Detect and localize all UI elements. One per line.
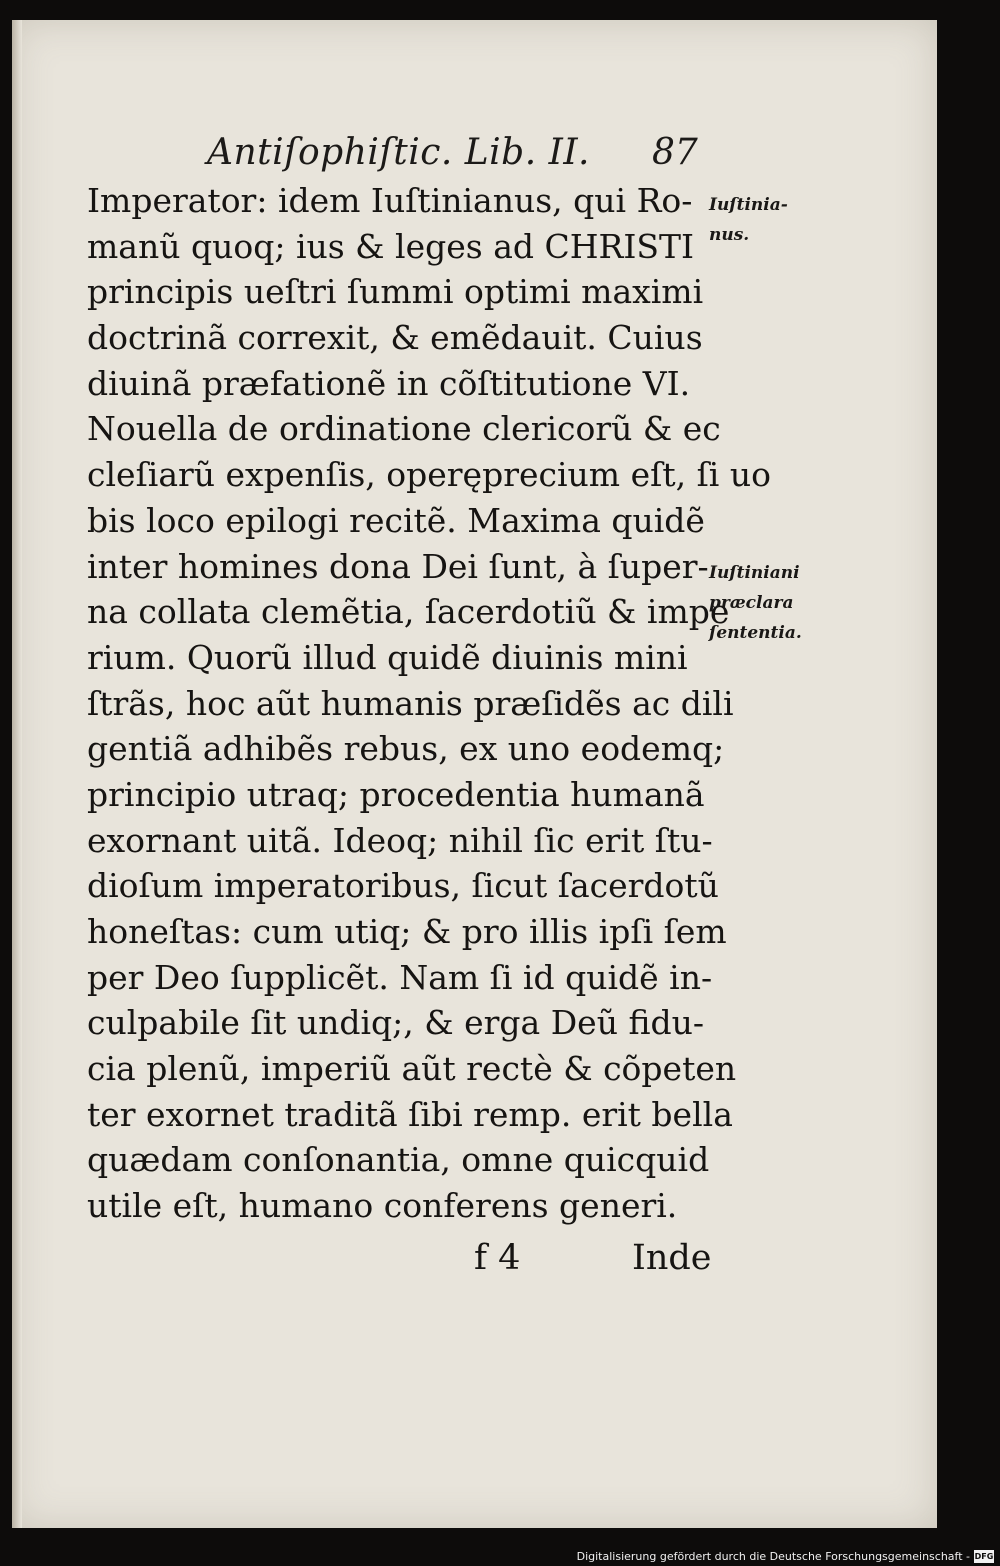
marginal-note-line: nus. (709, 225, 750, 245)
funding-credit: Digitalisierung gefördert durch die Deutsche Forschungsgemeinschaft - (576, 1550, 970, 1563)
text-line: ter exornet traditã ſibi remp. erit bella (87, 1094, 733, 1134)
page-edge (12, 20, 22, 1528)
marginal-note-line: Iuſtinia- (709, 195, 788, 215)
text-line: gentiã adhibẽs rebus, ex uno eodemq; (87, 729, 725, 769)
book-page (12, 20, 937, 1528)
marginal-note-line: Iuſtiniani (709, 563, 800, 583)
text-line: exornant uitã. Ideoq; nihil ſic erit ſtu- (87, 820, 713, 860)
text-line: diuinã præfationẽ in cõſtitutione VI. (87, 363, 691, 403)
text-line: manũ quoq; ius & leges ad CHRISTI (87, 226, 695, 266)
catchword: Inde (632, 1238, 712, 1278)
text-line: ſtrãs, hoc aũt humanis præſidẽs ac dili (87, 683, 734, 723)
page-number: 87 (652, 132, 698, 173)
text-line: honeſtas: cum utiq; & pro illis ipſi ſem (87, 912, 727, 951)
text-line: Imperator: idem Iuſtinianus, qui Ro- (87, 181, 693, 220)
text-line: culpabile ſit undiq;, & erga Deũ fidu- (87, 1003, 704, 1043)
marginal-note-line: ſententia. (709, 623, 802, 643)
signature-mark: f 4 (474, 1238, 521, 1278)
text-line: quædam conſonantia, omne quicquid (87, 1140, 710, 1180)
text-line: per Deo ſupplicẽt. Nam ſi id quidẽ in- (87, 957, 713, 997)
footer-bar (0, 1546, 1000, 1566)
running-head: Antiſophiſtic. Lib. II. (207, 132, 590, 173)
text-line: cleſiarũ expenſis, operęprecium eſt, ſi uo (87, 455, 771, 495)
dfg-logo: DFG (974, 1552, 994, 1561)
text-line: utile eſt, humano conferens generi. (87, 1186, 678, 1226)
marginal-note-line: præclara (709, 593, 794, 613)
text-line: principis ueſtri ſummi optimi maximi (87, 272, 704, 312)
text-line: bis loco epilogi recitẽ. Maxima quidẽ (87, 500, 705, 540)
marginal-note (709, 558, 802, 648)
text-line: doctrinã correxit, & emẽdauit. Cuius (87, 318, 703, 358)
text-line: principio utraq; procedentia humanã (87, 774, 705, 814)
marginal-note (709, 190, 788, 250)
text-line: rium. Quorũ illud quidẽ diuinis mini (87, 637, 688, 677)
text-line: Nouella de ordinatione clericorũ & ec (87, 409, 721, 449)
text-line: dioſum imperatoribus, ſicut ſacerdotũ (87, 866, 719, 906)
text-line: cia plenũ, imperiũ aũt rectè & cõpeten (87, 1049, 737, 1089)
text-line: inter homines dona Dei ſunt, à ſuper- (87, 546, 709, 586)
text-line: na collata clemẽtia, ſacerdotiũ & impe (87, 592, 730, 632)
